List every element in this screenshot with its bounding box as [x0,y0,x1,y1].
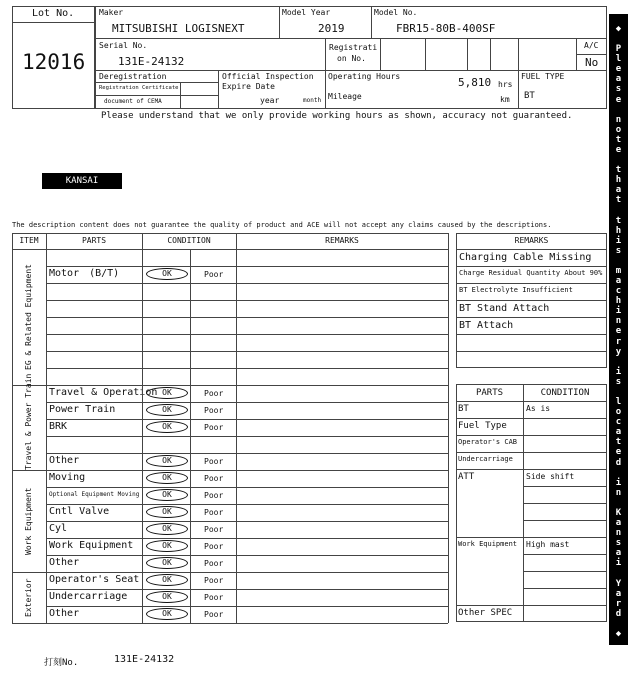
poor-option: Poor [204,491,224,500]
remark-item: Charging Cable Missing [459,252,592,263]
poor-option: Poor [204,406,224,415]
side-notice-char: l [615,54,622,65]
column-header-condition: CONDITION [167,236,211,245]
side-notice-char: t [615,165,622,176]
row-divider [46,368,448,369]
side-notice-char: t [615,134,622,145]
side-notice-char: a [615,427,622,438]
disclaimer-text: The description content does not guarantee the quality of product and ACE will not accept any claims caused by the descriptions. [12,221,552,229]
row-divider [46,487,448,488]
side-notice-char: s [615,538,622,549]
ok-oval: OK [146,387,188,399]
parts-column-header: PARTS [475,388,504,398]
remarks-divider [456,317,607,318]
column-header-parts: PARTS [81,236,107,245]
ac-label: A/C [584,41,599,50]
model-year-value: 2019 [318,22,345,35]
poor-option: Poor [204,508,224,517]
poor-option: Poor [204,593,224,602]
part-name: Work Equipment [49,540,134,551]
condition-subdivider [523,520,607,521]
location-badge: KANSAI [42,173,122,189]
condition-subdivider [523,571,607,572]
side-notice-char [609,256,628,266]
side-notice-char: e [615,94,622,105]
remarks-divider [456,266,607,267]
fuel-type-label: FUEL TYPE [521,72,565,81]
poor-option: Poor [204,525,224,534]
side-notice-char: a [615,185,622,196]
ok-oval: OK [146,472,188,484]
poor-option: Poor [204,474,224,483]
mileage-label: Mileage [328,92,362,101]
side-notice-char: K [615,507,622,518]
row-divider [46,283,448,284]
ok-oval: OK [146,489,188,501]
side-notice-char: r [615,336,622,347]
row-divider [46,504,448,505]
column-border [236,233,237,623]
operating-hours-value: 5,810 [458,76,492,89]
serial-value: 131E-24132 [118,55,185,68]
side-notice-char: c [615,286,622,297]
poor-option: Poor [204,576,224,585]
part-name: Cntl Valve [49,506,110,517]
poor-option: Poor [204,610,224,619]
serial-label: Serial No. [99,41,148,50]
side-notice-char: d [615,608,622,619]
side-notice-char: Y [615,578,622,589]
side-notice-char: s [615,376,622,387]
part-name: Operator's Seat [49,574,140,585]
side-notice-char: e [615,326,622,337]
part-label: Fuel Type [458,421,507,431]
condition-subdivider [523,503,607,504]
group-divider [12,572,448,573]
side-notice-char: l [615,397,622,408]
column-header-remarks: REMARKS [325,236,359,245]
ok-oval: OK [146,421,188,433]
side-notice-char: e [615,144,622,155]
deregistration-label: Deregistration [99,72,167,81]
inspection-label: Official Inspection [222,72,314,81]
part-name: Optional Equipment Moving [49,491,140,498]
side-notice-char: n [615,487,622,498]
table-top-border [12,233,448,234]
group-label: Exterior [24,578,33,617]
ok-oval: OK [146,574,188,586]
model-no-label: Model No. [374,8,418,17]
remark-item: BT Attach [459,320,514,331]
side-notice-char: t [615,437,622,448]
part-label: Work Equipment [458,540,518,548]
part-name: Power Train [49,404,116,415]
km-unit: km [500,95,510,104]
row-divider [46,317,448,318]
remarks-header: REMARKS [514,236,549,245]
row-divider [46,402,448,403]
part-name: Travel & Operation [49,387,158,398]
side-notice-char: i [615,235,622,246]
part-name: Undercarriage [49,591,128,602]
part-name: Other [49,455,80,466]
side-notice-char: o [615,407,622,418]
part-condition: As is [526,404,551,413]
registration-label-2: on No. [337,54,366,63]
part-name: Cyl [49,523,68,534]
parts-divider [456,418,607,419]
condition-column-header: CONDITION [540,388,590,398]
fuel-type-value: BT [524,91,535,101]
group-divider [12,385,448,386]
side-notice-char [609,205,628,215]
group-label: Work Equipment [24,487,33,555]
cema-label: document of CEMA [104,98,162,105]
side-notice-char: d [615,457,622,468]
side-notice-char: n [615,316,622,327]
ok-oval: OK [146,506,188,518]
side-notice-char [609,619,628,629]
group-divider [12,623,448,624]
parts-divider [456,605,607,606]
part-label: Operator's CAB [458,438,518,446]
side-notice-strip [609,14,628,645]
accuracy-notice: Please understand that we only provide working hours as shown, accuracy not guaranteed. [101,111,573,121]
side-notice-char: y [615,346,622,357]
hrs-unit: hrs [498,80,513,89]
row-divider [46,538,448,539]
poor-option: Poor [204,457,224,466]
column-header-item: ITEM [19,236,39,245]
row-divider [46,589,448,590]
model-no-value: FBR15-80B-400SF [396,22,496,35]
operating-hours-label: Operating Hours [328,72,401,81]
side-notice-char: m [615,265,622,276]
row-divider [46,419,448,420]
condition-split [190,249,191,623]
condition-subdivider [523,486,607,487]
poor-option: Poor [204,389,224,398]
side-notice-char: t [615,215,622,226]
side-notice-char: a [615,588,622,599]
remarks-divider [456,334,607,335]
ok-oval: OK [146,557,188,569]
lot-label: Lot No. [32,8,75,19]
poor-option: Poor [204,423,224,432]
part-name: BRK [49,421,68,432]
side-notice-char: i [615,306,622,317]
inspection-label-2: Expire Date [222,82,275,91]
side-notice-char: i [615,558,622,569]
lot-number: 12016 [22,50,86,74]
remarks-divider [456,249,607,250]
row-divider [46,334,448,335]
remarks-divider [456,351,607,352]
side-notice-char [609,498,628,508]
condition-subdivider [523,588,607,589]
side-notice-char: h [615,225,622,236]
side-notice-char [609,155,628,165]
column-border [46,233,47,623]
ok-oval: OK [146,591,188,603]
part-label: Other SPEC [458,608,513,618]
stamp-value: 131E-24132 [114,654,175,665]
poor-option: Poor [204,270,224,279]
ok-oval: OK [146,268,188,280]
side-notice-char: ◆ [615,628,622,639]
model-year-label: Model Year [282,8,331,17]
year-label: year [260,96,280,105]
side-notice-char: h [615,296,622,307]
part-name: Other [49,608,80,619]
parts-divider [456,452,607,453]
poor-option: Poor [204,559,224,568]
ok-oval: OK [146,608,188,620]
row-divider [46,436,448,437]
remark-item: BT Electrolyte Insufficient [459,286,573,294]
side-notice-char: o [615,124,622,135]
ok-oval: OK [146,540,188,552]
part-name: Moving [49,472,86,483]
side-notice-char: a [615,74,622,85]
side-notice-char: r [615,598,622,609]
parts-divider [456,401,607,402]
side-notice-char [609,357,628,367]
column-border [12,233,13,623]
side-notice-char: e [615,447,622,458]
parts-divider [456,435,607,436]
part-name: Motor (B/T) [49,268,120,279]
side-notice-char [609,468,628,478]
side-notice-char: ◆ [615,24,622,34]
side-notice-char: s [615,84,622,95]
side-notice-char: c [615,417,622,428]
side-notice-char: n [615,528,622,539]
row-divider [46,606,448,607]
stamp-label: 打刻No. [44,658,79,668]
row-divider [46,521,448,522]
side-notice-char: a [615,518,622,529]
part-label: Undercarriage [458,455,513,463]
registration-label: Registrati [329,43,378,52]
part-condition: Side shift [526,472,575,481]
side-notice-char: s [615,245,622,256]
parts-divider [456,469,607,470]
side-notice-char: i [615,477,622,488]
parts-divider [456,537,607,538]
side-notice-char: e [615,64,622,75]
condition-subdivider [523,554,607,555]
side-notice-char: a [615,276,622,287]
maker-label: Maker [99,8,124,17]
ok-oval: OK [146,455,188,467]
part-name: Other [49,557,80,568]
part-label: BT [458,404,469,414]
column-border [448,233,449,623]
side-notice-char: i [615,366,622,377]
row-divider [46,453,448,454]
maker-value: MITSUBISHI LOGISNEXT [112,22,245,35]
remarks-divider [456,283,607,284]
row-divider [46,555,448,556]
row-divider [46,266,448,267]
part-label: ATT [458,472,475,482]
ac-value: No [585,56,599,69]
ok-oval: OK [146,404,188,416]
row-divider [46,351,448,352]
group-divider [12,470,448,471]
side-notice-char: t [615,195,622,206]
registration-certificate-label: Registration Certificate [99,85,179,91]
part-condition: High mast [526,540,570,549]
row-divider [46,300,448,301]
side-notice-char: a [615,548,622,559]
side-notice-char: P [615,44,622,55]
ok-oval: OK [146,523,188,535]
poor-option: Poor [204,542,224,551]
header-bottom-border [12,249,448,250]
group-label: Travel & Power Train [24,373,33,470]
side-notice-char [609,387,628,397]
group-label: EG & Related Equipment [24,264,33,370]
column-border [142,233,143,623]
remark-item: BT Stand Attach [459,303,550,314]
side-notice-char [609,568,628,578]
side-notice-char: n [615,114,622,125]
remarks-divider [456,300,607,301]
side-notice-char: h [615,175,622,186]
side-notice-char [609,105,628,115]
remark-item: Charge Residual Quantity About 90% [459,269,603,277]
month-label: month [303,97,322,104]
side-notice-char [609,34,628,44]
